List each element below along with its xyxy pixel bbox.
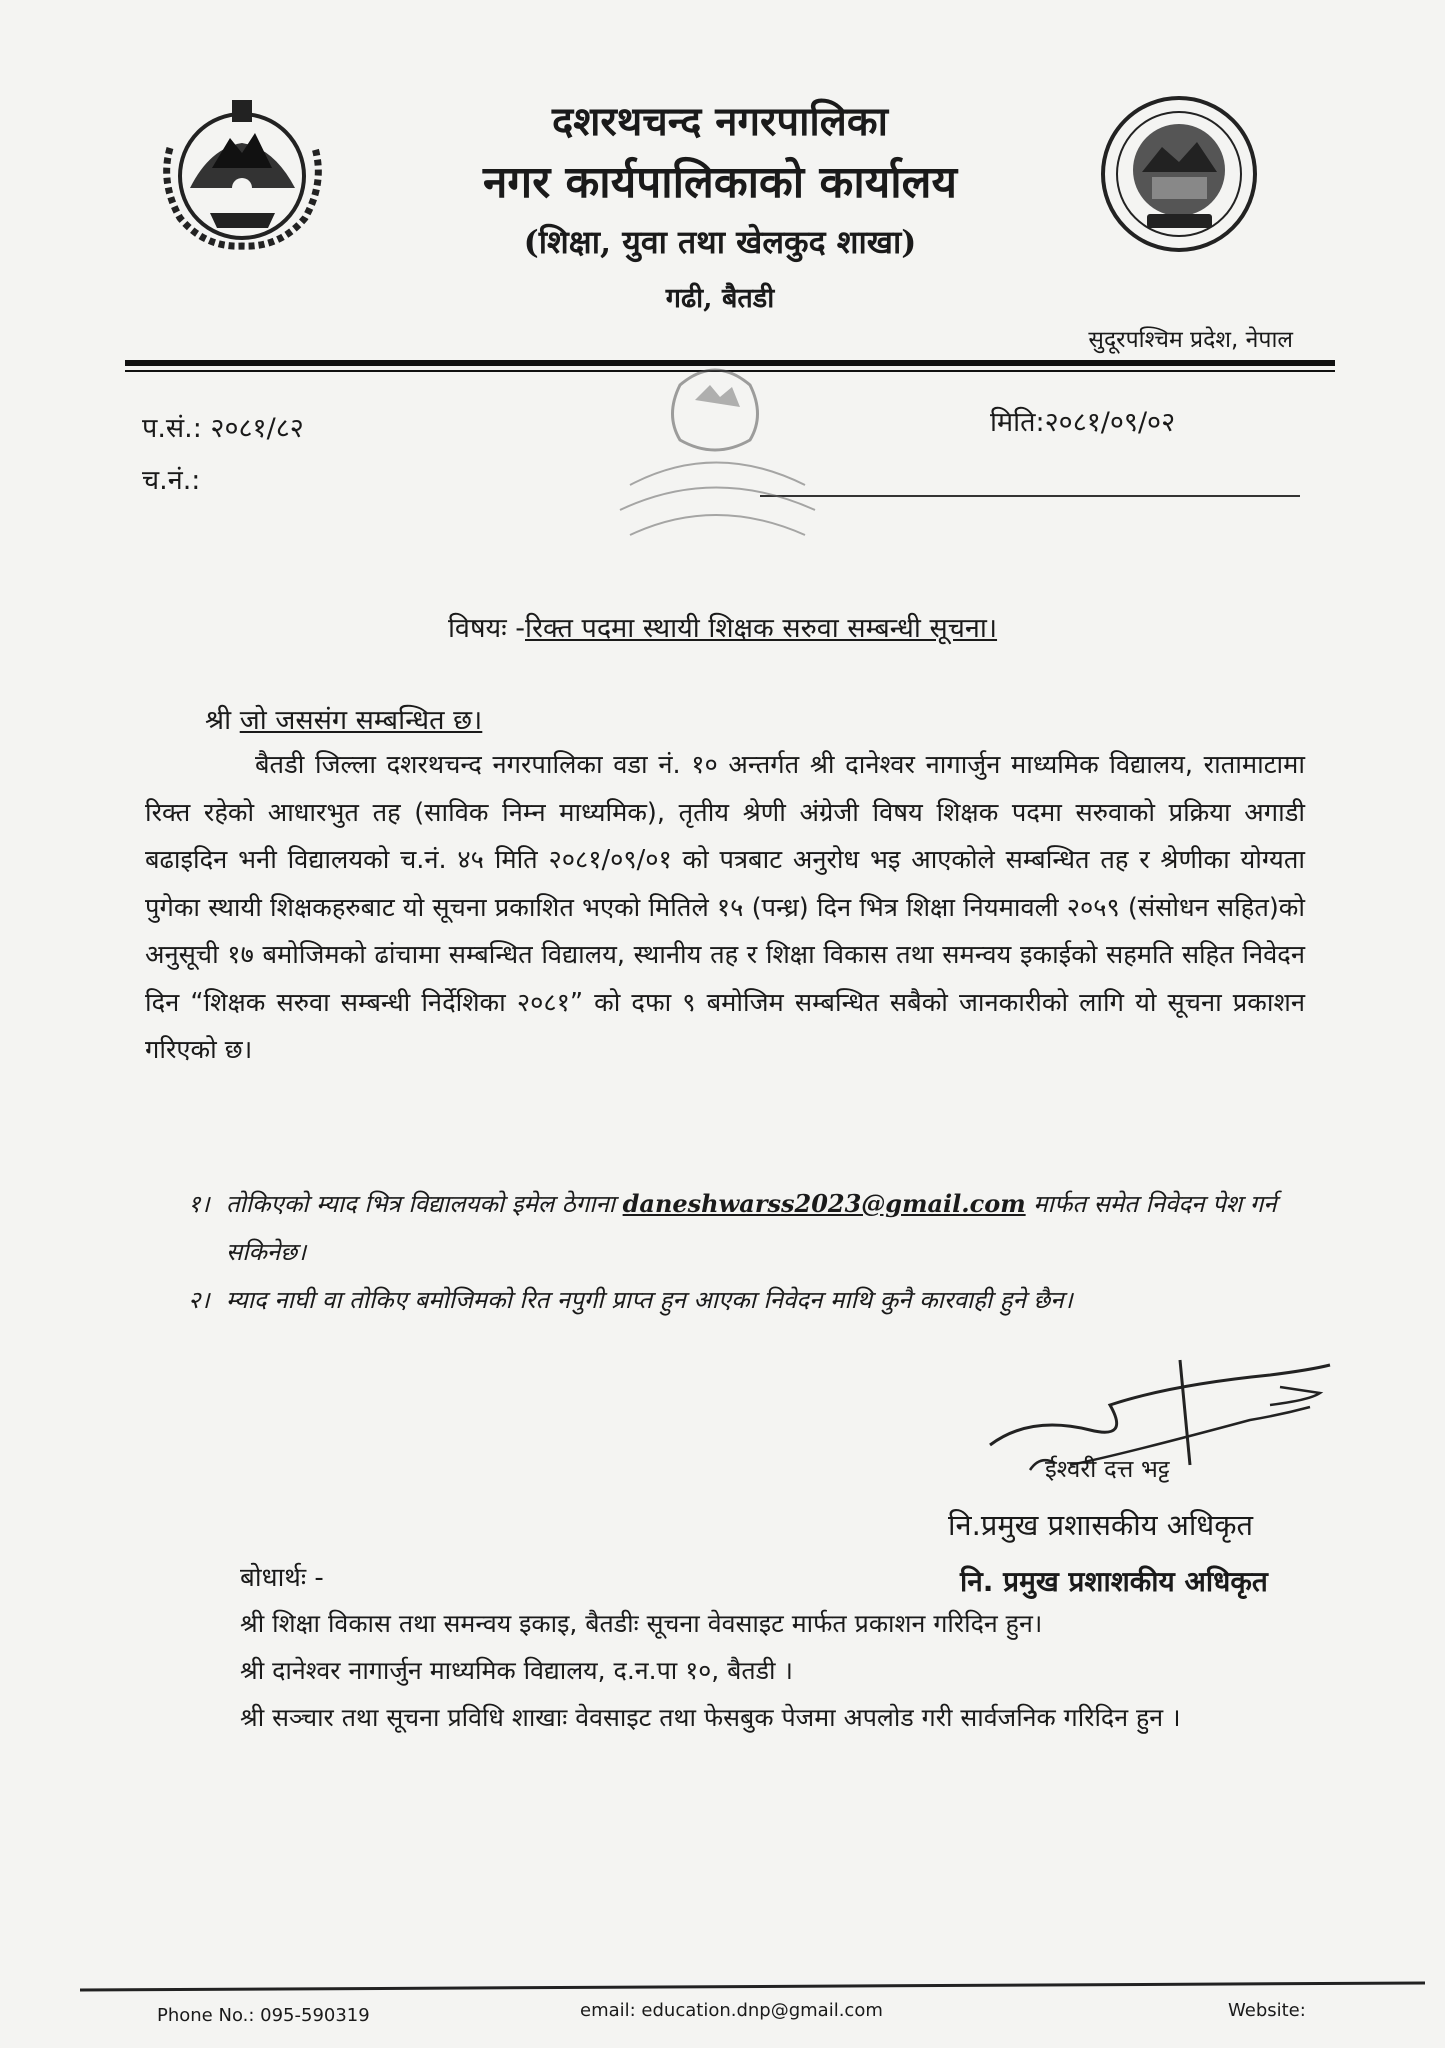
point-number: १। bbox=[188, 1190, 210, 1218]
notice-subject bbox=[0, 608, 1445, 645]
school-email-link[interactable]: daneshwarss2023@gmail.com bbox=[622, 1189, 1026, 1218]
cc-heading: बोधार्थः - bbox=[240, 1563, 324, 1593]
point-text-before: तोकिएको म्याद भित्र विद्यालयको इमेल ठेगाना bbox=[226, 1190, 623, 1218]
letter-date: मिति:२०८१/०९/०२ bbox=[990, 407, 1176, 438]
list-item: श्री शिक्षा विकास तथा समन्वय इकाइ, बैतडीः सूचना वेवसाइट मार्फत प्रकाशन गरिदिन हुन। bbox=[240, 1609, 1043, 1638]
signatory-stamp: नि. प्रमुख प्रशाशकीय अधिकृत bbox=[960, 1565, 1268, 1598]
signatory-name: ईश्वरी दत्त भट्ट bbox=[1045, 1455, 1170, 1483]
dispatch-number: च.नं.: bbox=[142, 465, 201, 496]
addressee-text: जो जससंग सम्बन्धित छ। bbox=[239, 705, 483, 736]
cc-list bbox=[240, 1600, 1320, 1741]
footer-email: email: education.dnp@gmail.com bbox=[580, 2000, 883, 2021]
point-number: २। bbox=[188, 1286, 210, 1314]
subject-prefix: विषयः - bbox=[447, 613, 525, 644]
point-text: म्याद नाघी वा तोकिए बमोजिमको रित नपुगी प्राप्त हुन आएका निवेदन माथि कुनै कारवाही हुने छैन। bbox=[226, 1286, 1073, 1314]
list-item bbox=[188, 1180, 1318, 1276]
list-item: श्री दानेश्वर नागार्जुन माध्यमिक विद्यालय, द.न.पा १०, बैतडी । bbox=[240, 1656, 793, 1685]
office-location: गढी, बैतडी bbox=[665, 283, 775, 314]
notice-points bbox=[188, 1180, 1318, 1324]
letter-number: प.सं.: २०८१/८२ bbox=[142, 413, 304, 444]
point-text-after: मार्फत समेत निवेदन पेश गर्न सकिनेछ। bbox=[226, 1190, 1277, 1266]
footer-phone: Phone No.: 095-590319 bbox=[157, 2005, 370, 2026]
addressee bbox=[205, 700, 482, 737]
list-item: श्री सञ्चार तथा सूचना प्रविधि शाखाः वेवसाइट तथा फेसबुक पेजमा अपलोड गरी सार्वजनिक गरिदिन हुन । bbox=[240, 1703, 1181, 1732]
province-label: सुदूरपश्चिम प्रदेश, नेपाल bbox=[1088, 327, 1293, 353]
footer-website: Website: bbox=[1228, 2000, 1306, 2021]
footer-divider bbox=[80, 1981, 1425, 1991]
point-text bbox=[226, 1180, 1318, 1276]
nepal-government-emblem-icon bbox=[150, 88, 335, 258]
subject-text: रिक्त पदमा स्थायी शिक्षक सरुवा सम्बन्धी सूचना। bbox=[525, 613, 998, 644]
signatory-title: नि.प्रमुख प्रशासकीय अधिकृत bbox=[948, 1508, 1254, 1542]
municipality-name: दशरथचन्द नगरपालिका bbox=[551, 98, 888, 145]
office-name: नगर कार्यपालिकाको कार्यालय bbox=[483, 157, 957, 208]
addressee-prefix: श्री bbox=[205, 705, 240, 736]
reference-divider bbox=[760, 495, 1300, 497]
list-item bbox=[188, 1276, 1318, 1324]
municipality-logo-icon bbox=[1097, 92, 1262, 257]
office-seal-icon bbox=[600, 345, 830, 545]
notice-body: बैतडी जिल्ला दशरथचन्द नगरपालिका वडा नं. १० अन्तर्गत श्री दानेश्वर नागार्जुन माध्यमिक विद्यालय, रातामाटामा रिक्त रहेको आधारभुत तह (साविक निम्न माध्यमिक), तृतीय श्रेणी अंग्रेजी विषय शिक्षक पदमा सरुवाको प्रक्रिया अगाडी बढाइदिन भनी विद्यालयको च.नं. ४५ मिति २०८१/०९/०१ को पत्रबाट अनुरोध भइ आएकोले सम्बन्धित तह र श्रेणीका योग्यता पुगेका स्थायी शिक्षकहरुबाट यो सूचना प्रकाशित भएको मितिले १५ (पन्ध्र) दिन भित्र शिक्षा नियमावली २०५९ (संसोधन सहित)को अनुसूची १७ बमोजिमको ढांचामा सम्बन्धित विद्यालय, स्थानीय तह र शिक्षा विकास तथा समन्वय इकाईको सहमति सहित निवेदन दिन “शिक्षक सरुवा सम्बन्धी निर्देशिका २०८१” को दफा ९ बमोजिम सम्बन्धित सबैको जानकारीको लागि यो सूचना प्रकाशन गरिएको छ। bbox=[145, 750, 1305, 1065]
department-name: (शिक्षा, युवा तथा खेलकुद शाखा) bbox=[523, 223, 917, 261]
